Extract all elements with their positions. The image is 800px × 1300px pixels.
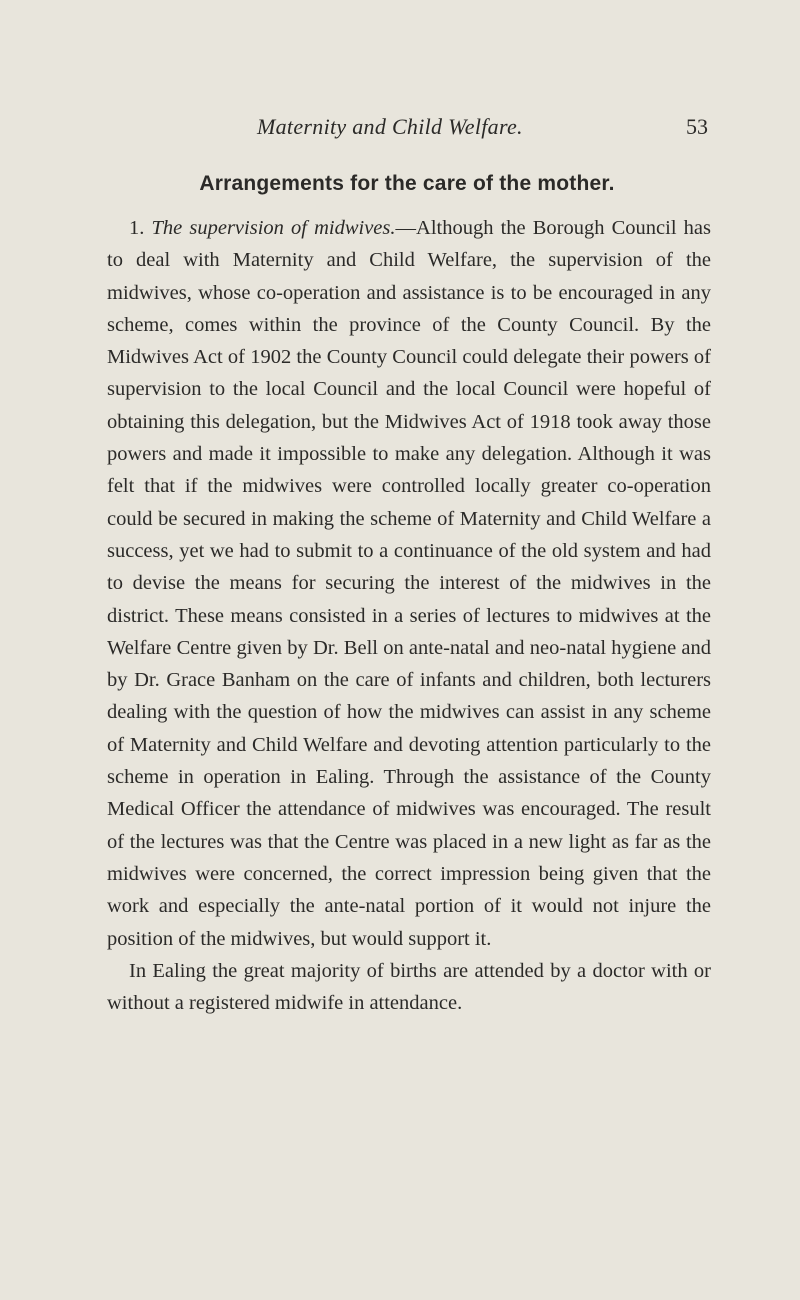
paragraph-number: 1.: [129, 217, 145, 239]
body-text: [107, 212, 711, 1019]
paragraph-text: —Although the Borough Council has to deal with Maternity and Child Welfare, the supervision of the midwives, whose co-operation and assistance is to be encouraged in any scheme, comes within the province of the County Council. By the Midwives Act of 1902 the County Council could delegate their powers of supervision to the local Council and the local Council were hopeful of obtaining this delegation, but the Midwives Act of 1918 took away those powers and made it impossible to make any delegation. Although it was felt that if the midwives were controlled locally greater co-operation could be secured in making the scheme of Maternity and Child Welfare a success, yet we had to submit to a continuance of the old system and had to devise the means for securing the interest of the midwives in the district. These means consisted in a series of lectures to midwives at the Welfare Centre given by Dr. Bell on ante-natal and neo-natal hygiene and by Dr. Grace Banham on the care of infants and children, both lecturers dealing with the question of how the midwives can assist in any scheme of Maternity and Child Welfare and devoting attention particularly to the scheme in operation in Ealing. Through the assistance of the County Medical Officer the attendance of midwives was encouraged. The result of the lectures was that the Centre was placed in a new light as far as the midwives were concerned, the correct impression being given that the work and especially the ante-natal portion of it would not injure the position of the midwives, but would support it.: [107, 217, 711, 950]
running-head: [107, 114, 708, 144]
running-title: Maternity and Child Welfare.: [257, 114, 523, 139]
paragraph-2: In Ealing the great majority of births are attended by a doctor with or without a registered midwife in attendance.: [107, 959, 711, 1015]
paragraph-1: [107, 212, 711, 955]
section-heading: Arrangements for the care of the mother.: [199, 172, 615, 195]
page-number: 53: [686, 114, 708, 139]
paragraph-title: The supervision of midwives.: [151, 217, 396, 239]
